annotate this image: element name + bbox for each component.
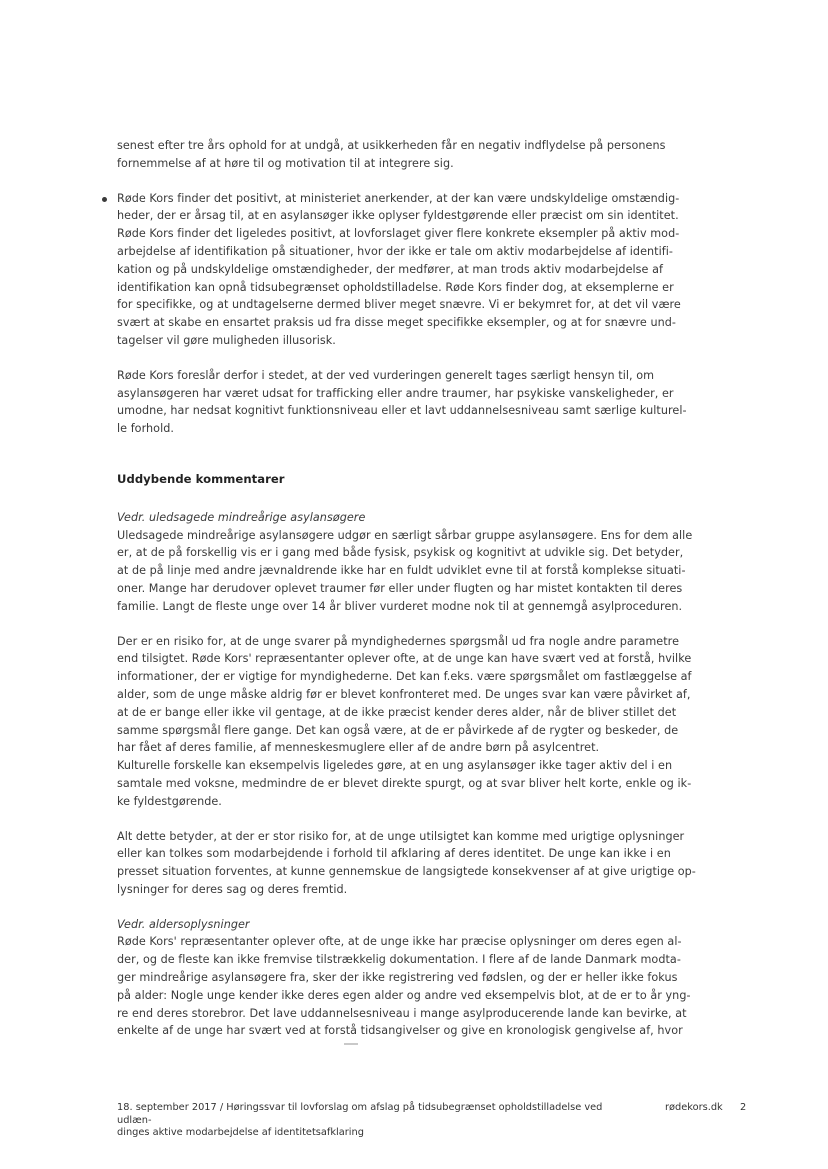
- subheading-unaccompanied-minors: Vedr. uledsagede mindreårige asylansøgere: [117, 510, 366, 524]
- text-line: asylansøgeren har været udsat for trafficking eller andre traumer, har psykiske vanskeligheder, er: [117, 386, 674, 400]
- text-line: samtale med voksne, medmindre de er blevet direkte spurgt, og at svar bliver helt korte, enkle og ik-: [117, 776, 692, 790]
- text-line: Røde Kors finder det ligeledes positivt, at lovforslaget giver flere konkrete eksempler på aktiv mod-: [117, 227, 680, 241]
- document-body: [117, 137, 717, 1040]
- text-line: lysninger for deres sag og deres fremtid.: [117, 882, 348, 896]
- text-line: umodne, har nedsat kognitivt funktionsniveau eller et lavt uddannelsesniveau samt særlige kulturel-: [117, 404, 687, 418]
- text-line: Der er en risiko for, at de unge svarer på myndighedernes spørgsmål ud fra nogle andre parametre: [117, 634, 680, 648]
- text-line: Røde Kors finder det positivt, at ministeriet anerkender, at der kan være undskyldelige omstændig-: [117, 191, 680, 205]
- proposal-paragraph: [117, 367, 717, 438]
- text-line: fornemmelse af at høre til og motivation til at integrere sig.: [117, 156, 454, 170]
- bullet-icon: [102, 197, 107, 202]
- risk-paragraph: [117, 633, 717, 811]
- footer-title: [117, 1102, 637, 1140]
- intro-paragraph: [117, 137, 717, 173]
- text-line: heder, der er årsag til, at en asylansøger ikke oplyser fyldestgørende eller præcist om sin identitet.: [117, 209, 679, 223]
- text-line: eller kan tolkes som modarbejdende i forhold til afklaring af deres identitet. De unge kan ikke i en: [117, 847, 671, 861]
- footer-line: 18. september 2017 / Høringssvar til lovforslag om afslag på tidsubegrænset opholdstilladelse ved udlæn-: [117, 1102, 603, 1126]
- text-line: oner. Mange har derudover oplevet traumer før eller under flugten og har mistet kontakten til deres: [117, 581, 683, 595]
- footer-website: rødekors.dk: [665, 1102, 723, 1113]
- text-line: der, og de fleste kan ikke fremvise tilstrækkelig dokumentation. I flere af de lande Danmark modta-: [117, 953, 681, 967]
- text-line: er, at de på forskellig vis er i gang med både fysisk, psykisk og kognitivt at udvikle sig. Det betyder,: [117, 546, 684, 560]
- text-line: samme spørgsmål flere gange. Det kan også være, at de er påvirkede af de rygter og beskeder, de: [117, 723, 679, 737]
- footer-line: dinges aktive modarbejdelse af identitetsafklaring: [117, 1127, 364, 1138]
- text-line: kation og på undskyldelige omstændigheder, der medfører, at man trods aktiv modarbejdelse af: [117, 262, 663, 276]
- age-paragraph: [117, 933, 717, 1040]
- text-line: senest efter tre års ophold for at undgå, at usikkerheden får en negativ indflydelse på personens: [117, 139, 666, 152]
- conclusion-paragraph: [117, 828, 717, 899]
- subheading-age-information: Vedr. aldersoplysninger: [117, 917, 250, 931]
- text-line: Alt dette betyder, at der er stor risiko for, at de unge utilsigtet kan komme med urigtige oplysninger: [117, 829, 685, 843]
- text-line: har fået af deres familie, af menneskesmuglere eller af de andre børn på asylcentret.: [117, 741, 600, 755]
- text-line: ke fyldestgørende.: [117, 794, 222, 808]
- text-line: enkelte af de unge har svært ved at forstå tidsangivelser og give en kronologisk gengivelse af, hvor: [117, 1024, 683, 1038]
- text-line: for specifikke, og at undtagelserne dermed bliver meget snævre. Vi er bekymret for, at det vil være: [117, 298, 681, 312]
- text-line: svært at skabe en ensartet praksis ud fra disse meget specifikke eksempler, og at for snævre und-: [117, 316, 676, 330]
- text-line: på alder: Nogle unge kender ikke deres egen alder og andre ved eksempelvis blot, at de er to år yng-: [117, 988, 691, 1002]
- text-line: tagelser vil gøre muligheden illusorisk.: [117, 333, 336, 347]
- text-line: informationer, der er vigtige for myndighederne. Det kan f.eks. være spørgsmålet om fastlæggelse af: [117, 670, 692, 684]
- text-line: ger mindreårige asylansøgere fra, sker der ikke registrering ved fødslen, og der er heller ikke fokus: [117, 971, 678, 985]
- text-line: Kulturelle forskelle kan eksempelvis ligeledes gøre, at en ung asylansøger ikke tager aktiv del i en: [117, 759, 673, 773]
- text-line: presset situation forventes, at kunne gennemskue de langsigtede konsekvenser af at give urigtige op-: [117, 865, 696, 879]
- scan-artifact: [344, 1043, 358, 1045]
- text-line: re end deres storebror. Det lave uddannelsesniveau i mange asylproducerende lande kan bevirke, at: [117, 1006, 687, 1020]
- text-line: le forhold.: [117, 422, 174, 436]
- bullet-item: [117, 190, 717, 350]
- text-line: at de på linje med andre jævnaldrende ikke har en fuldt udviklet evne til at forstå komplekse situati-: [117, 564, 686, 578]
- text-line: arbejdelse af identifikation på situationer, hvor der ikke er tale om aktiv modarbejdelse af identifi-: [117, 244, 673, 258]
- text-line: Røde Kors' repræsentanter oplever ofte, at de unge ikke har præcise oplysninger om deres egen al-: [117, 935, 682, 949]
- page-number: 2: [740, 1102, 747, 1113]
- text-line: familie. Langt de fleste unge over 14 år bliver vurderet modne nok til at gennemgå asylproceduren.: [117, 599, 683, 613]
- minors-paragraph: [117, 527, 717, 616]
- text-line: identifikation kan opnå tidsubegrænset opholdstilladelse. Røde Kors finder dog, at eksemplerne er: [117, 280, 674, 294]
- text-line: Uledsagede mindreårige asylansøgere udgør en særligt sårbar gruppe asylansøgere. Ens for dem alle: [117, 528, 693, 542]
- section-heading: Uddybende kommentarer: [117, 471, 285, 486]
- text-line: end tilsigtet. Røde Kors' repræsentanter oplever ofte, at de unge kan have svært ved at forstå, hvilke: [117, 652, 692, 666]
- text-line: alder, som de unge måske aldrig før er blevet konfronteret med. De unges svar kan være påvirket af,: [117, 687, 691, 701]
- text-line: at de er bange eller ikke vil gentage, at de ikke præcist kender deres alder, når de bliver stillet det: [117, 705, 677, 719]
- text-line: Røde Kors foreslår derfor i stedet, at der ved vurderingen generelt tages særligt hensyn til, om: [117, 368, 655, 382]
